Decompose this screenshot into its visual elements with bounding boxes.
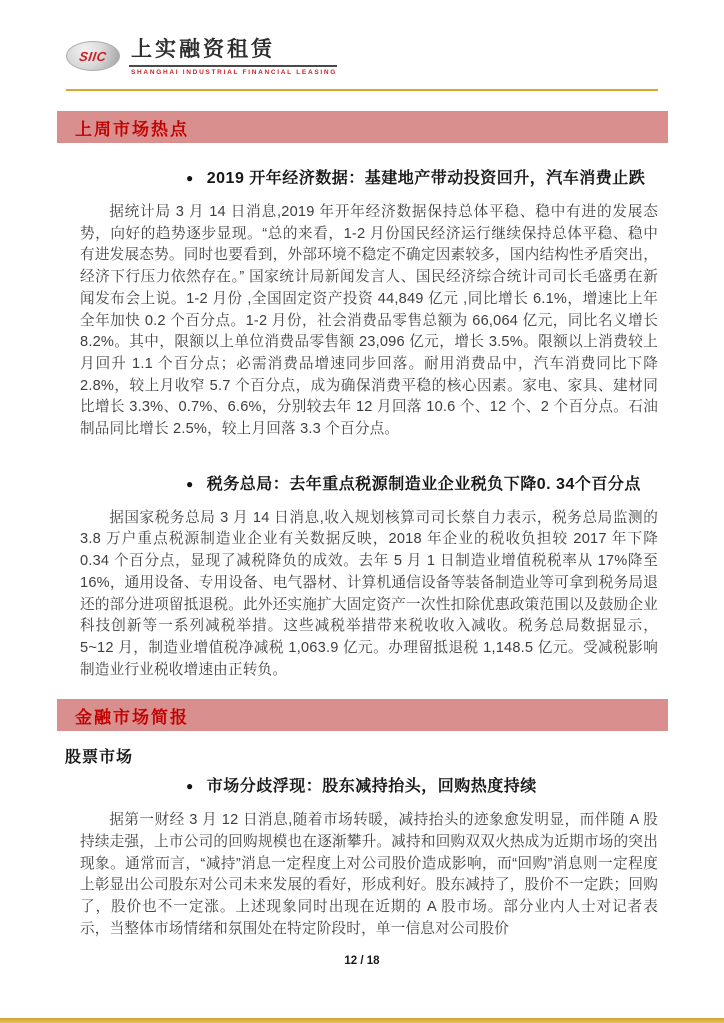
footer-gold-bar: [0, 1018, 724, 1023]
company-logo: [66, 38, 658, 76]
article-body-economy-data: 据统计局 3 月 14 日消息,2019 年开年经济数据保持总体平稳、稳中有进的发展态势，向好的趋势逐步显现。“总的来看，1-2 月份国民经济运行继续保持总体平稳、稳中有进发展态势。同时也要看到，外部环境不稳定不确定因素较多，国内结构性矛盾突出，经济下行压力依然存在。” 国家统计局新闻发言人、国民经济综合统计司司长毛盛勇在新闻发布会上说。1-2 月份 ,全国固定资产投资 44,849 亿元 ,同比增长 6.1%，增速比上年全年加快 0.2 个百分点。1-2 月份，社会消费品零售总额为 66,064 亿元，同比名义增长 8.2%。其中，限额以上单位消费品零售额 23,096 亿元，增长 3.5%。限额以上消费较上月回升 1.1 个百分点；必需消费品增速同步回落。耐用消费品中，汽车消费同比下降 2.8%，较上月收窄 5.7 个百分点，成为确保消费平稳的核心因素。家电、家具、建材同比增长 3.3%、0.7%、6.6%，分别较去年 12 月回落 10.6 个、12 个、2 个百分点。石油制品同比增长 2.5%，较上月回落 3.3 个百分点。: [80, 204, 658, 438]
subsection-title-stock-market: 股票市场: [65, 749, 134, 767]
company-name-block: [129, 38, 337, 76]
page-header: [0, 0, 724, 91]
section-band-market-hotspots: 上周市场热点: [57, 111, 668, 143]
article-headline-tax-bureau: ● 税务总局：去年重点税源制造业企业税负下降0. 34个百分点: [80, 474, 658, 496]
article-headline-economy-data: ● 2019 开年经济数据：基建地产带动投资回升，汽车消费止跌: [80, 168, 658, 190]
logo-siic-text: SIIC: [78, 48, 108, 64]
article-headline-market-divergence: ● 市场分歧浮现：股东减持抬头，回购热度持续: [80, 776, 658, 798]
company-name-cn: 上实融资租赁: [129, 38, 337, 67]
siic-logo-icon: [66, 41, 120, 71]
section-content-financial-briefing: [80, 776, 658, 940]
article-body-market-divergence: 据第一财经 3 月 12 日消息,随着市场转暖，减持抬头的迹象愈发明显，而伴随 A 股持续走强，上市公司的回购规模也在逐渐攀升。减持和回购双双火热成为近期市场的突出现象。通常而言，“减持”消息一定程度上对公司股价造成影响，而“回购”消息则一定程度上彰显出公司股东对公司未来发展的看好，形成利好。股东减持了，股价不一定跌；回购了，股价也不一定涨。上述现象同时出现在近期的 A 股市场。部分业内人士对记者表示，当整体市场情绪和氛围处在特定阶段时，单一信息对公司股价: [80, 812, 658, 937]
page-number: 12 / 18: [344, 955, 380, 967]
header-gold-rule: [66, 89, 658, 91]
section-content-market-hotspots: [80, 168, 658, 681]
company-name-en: SHANGHAI INDUSTRIAL FINANCIAL LEASING: [131, 69, 338, 76]
article-body-tax-bureau: 据国家税务总局 3 月 14 日消息,收入规划核算司司长蔡自力表示，税务总局监测的 3.8 万户重点税源制造业企业有关数据反映，2018 年企业的税收负担较 2017 年下降 0.34 个百分点，显现了减税降负的成效。去年 5 月 1 日制造业增值税税率从 17%降至 16%，通用设备、专用设备、电气器材、计算机通信设备等装备制造业等可拿到税务局退还的部分进项留抵退税。此外还实施扩大固定资产一次性扣除优惠政策范围以及鼓励企业科技创新等一系列减税举措。这些减税举措带来税收收入减收。税务总局数据显示，5~12 月，制造业增值税净减税 1,063.9 亿元。办理留抵退税 1,148.5 亿元。受减税影响制造业行业税收增速由正转负。: [80, 509, 658, 678]
section-band-financial-briefing: 金融市场简报: [57, 699, 668, 731]
